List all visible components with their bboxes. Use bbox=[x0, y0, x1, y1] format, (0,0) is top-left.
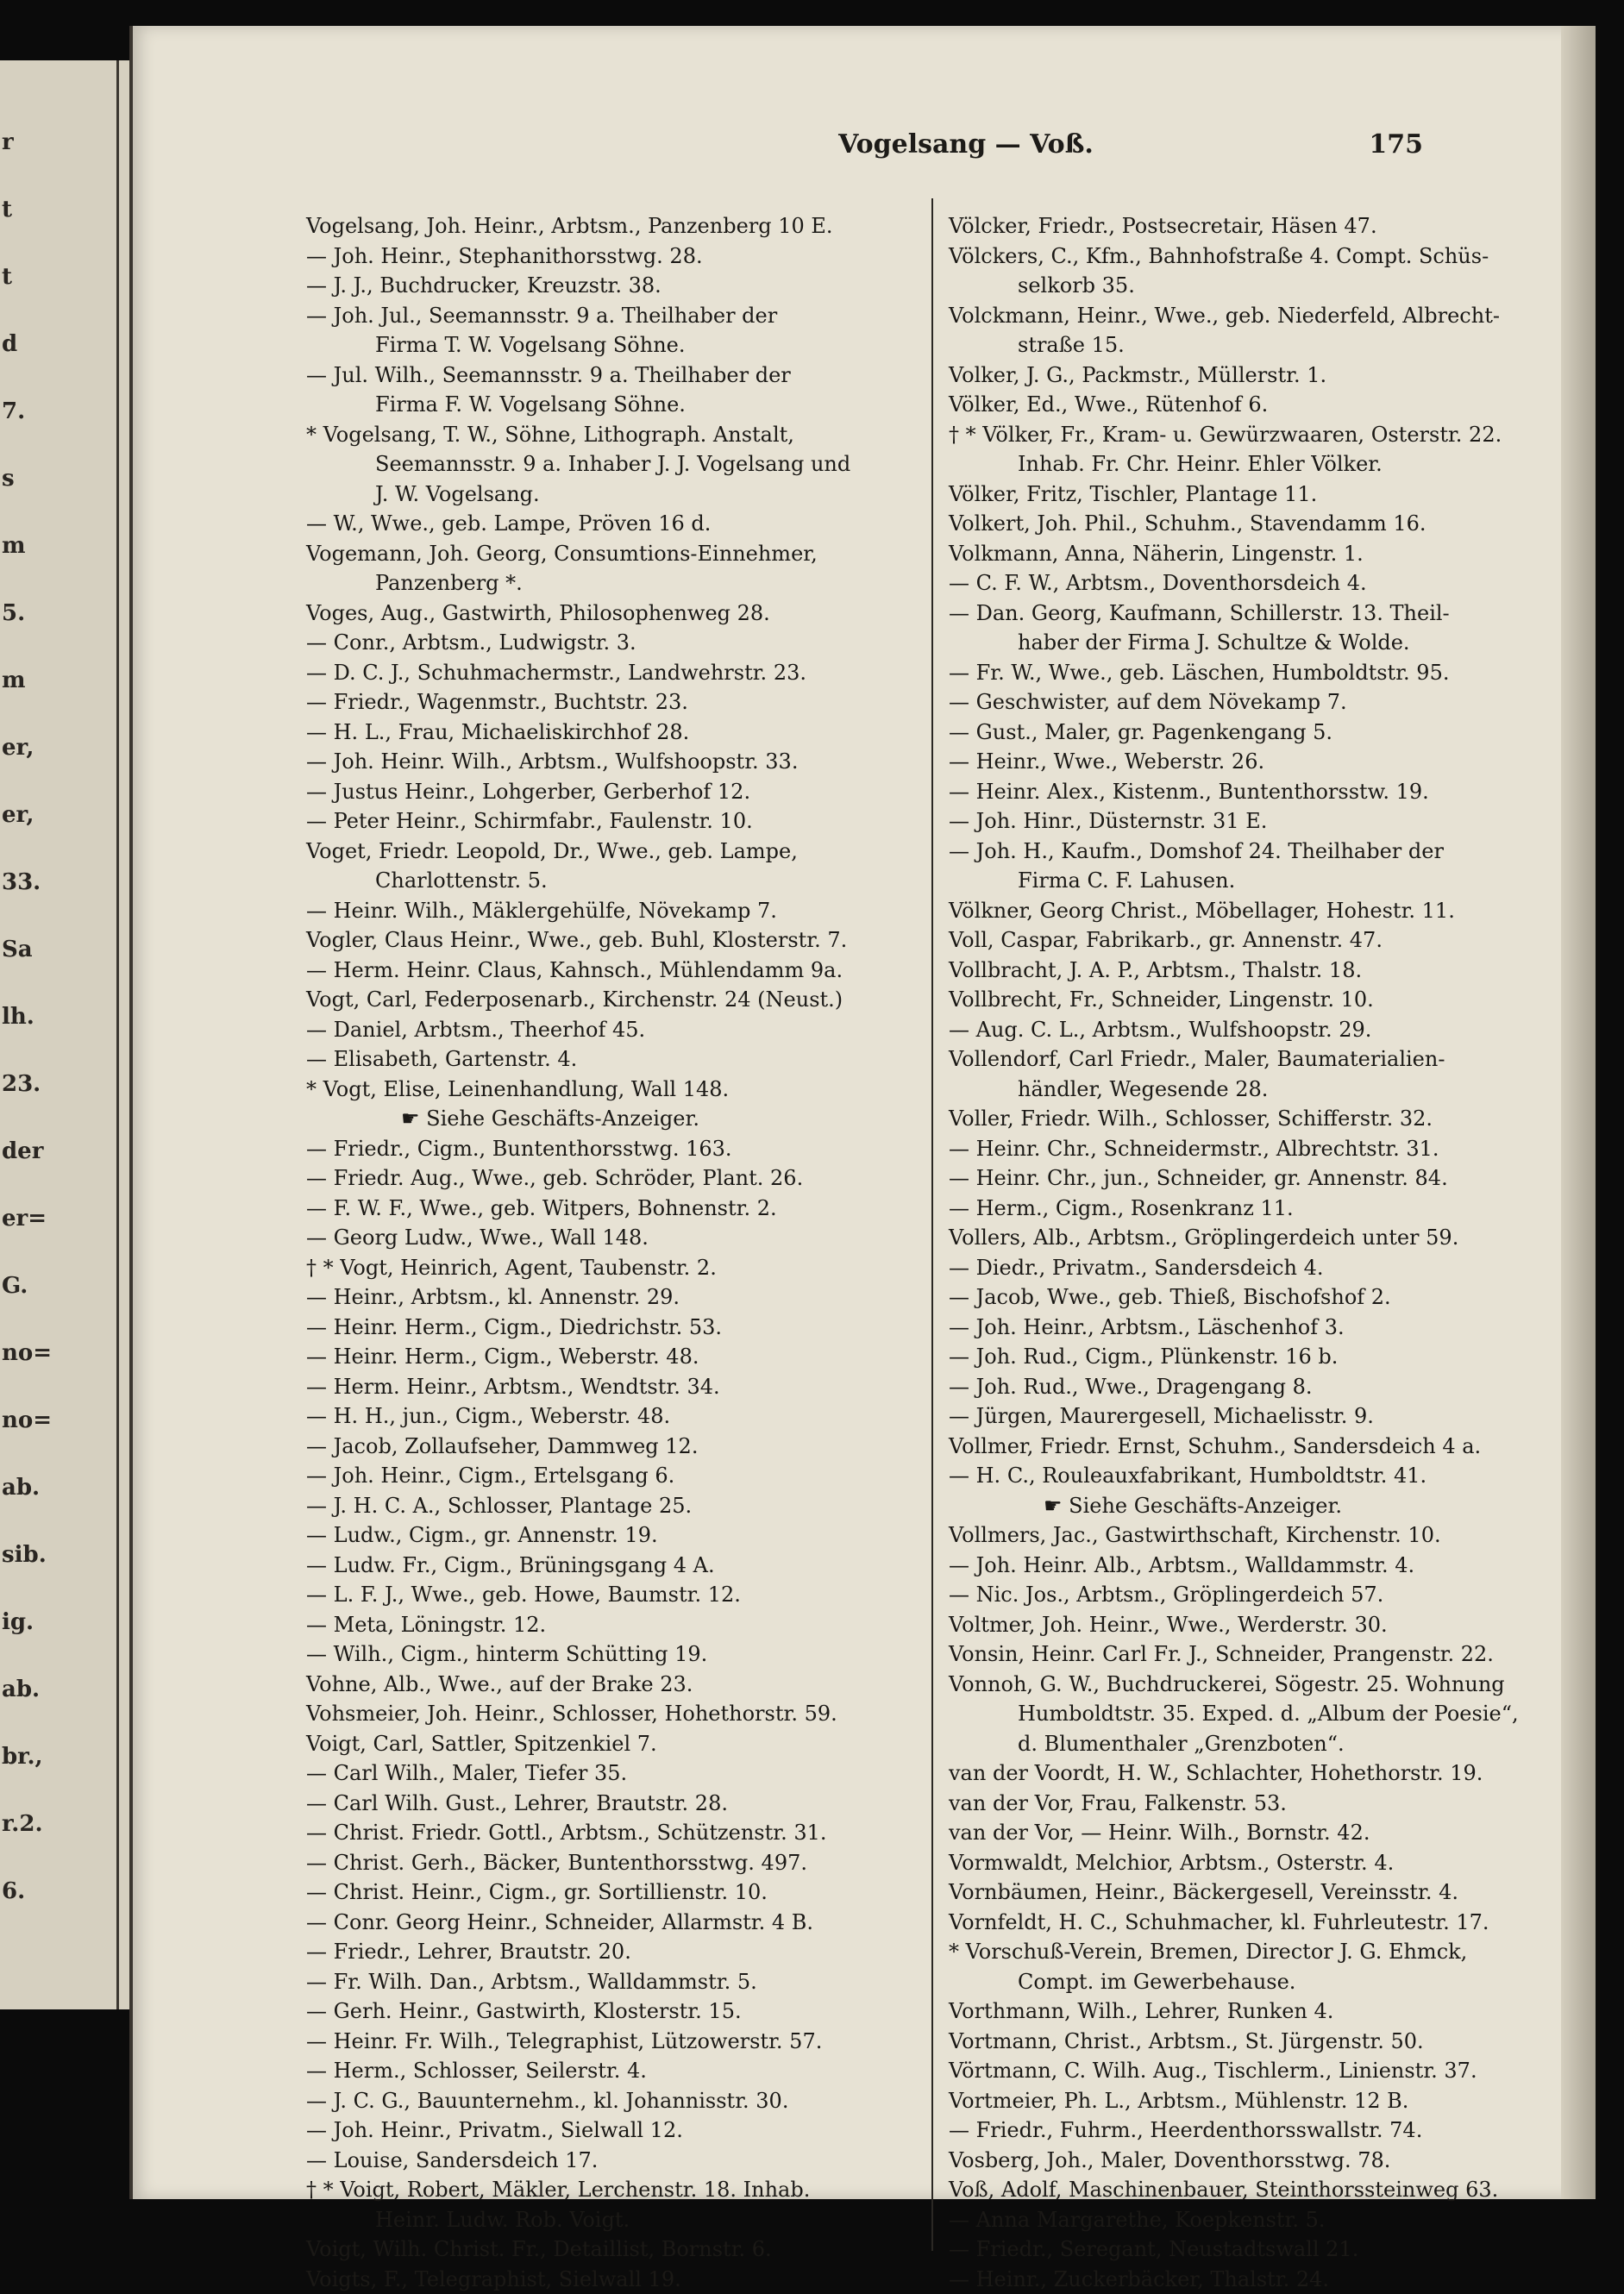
directory-entry: Volkert, Joh. Phil., Schuhm., Stavendamm 16. bbox=[949, 509, 1604, 539]
directory-entry: — Christ. Friedr. Gottl., Arbtsm., Schützenstr. 31. bbox=[306, 1818, 979, 1848]
directory-entry: Volker, J. G., Packmstr., Müllerstr. 1. bbox=[949, 360, 1604, 391]
previous-page-fragment: r.2. bbox=[2, 1811, 43, 1837]
directory-entry: — Joh. Rud., Wwe., Dragengang 8. bbox=[949, 1372, 1604, 1402]
directory-entry: Völckers, C., Kfm., Bahnhofstraße 4. Compt. Schüs- bbox=[949, 241, 1604, 272]
previous-page-rule bbox=[116, 60, 119, 2009]
directory-entry: — Ludw. Fr., Cigm., Brüningsgang 4 A. bbox=[306, 1551, 979, 1581]
directory-entry: Vogler, Claus Heinr., Wwe., geb. Buhl, Klosterstr. 7. bbox=[306, 925, 979, 956]
directory-entry: straße 15. bbox=[949, 330, 1604, 360]
directory-entry: — J. J., Buchdrucker, Kreuzstr. 38. bbox=[306, 271, 979, 301]
directory-entry: — Justus Heinr., Lohgerber, Gerberhof 12. bbox=[306, 777, 979, 807]
directory-entry: — Heinr., Zuckerbäcker, Thalstr. 24. bbox=[949, 2265, 1604, 2294]
directory-entry: van der Vor, — Heinr. Wilh., Bornstr. 42. bbox=[949, 1818, 1604, 1848]
directory-entry: Seemannsstr. 9 a. Inhaber J. J. Vogelsang und bbox=[306, 449, 979, 479]
directory-entry: — Friedr., Wagenmstr., Buchtstr. 23. bbox=[306, 687, 979, 718]
directory-entry: — Joh. Heinr., Arbtsm., Läschenhof 3. bbox=[949, 1313, 1604, 1343]
directory-entry: Vollmers, Jac., Gastwirthschaft, Kirchenstr. 10. bbox=[949, 1520, 1604, 1551]
directory-entry: Voget, Friedr. Leopold, Dr., Wwe., geb. Lampe, bbox=[306, 837, 979, 867]
directory-entry: — Friedr. Aug., Wwe., geb. Schröder, Plant. 26. bbox=[306, 1163, 979, 1194]
directory-entry: — Joh. Heinr. Wilh., Arbtsm., Wulfshoopstr. 33. bbox=[306, 747, 979, 777]
directory-entry: Vohne, Alb., Wwe., auf der Brake 23. bbox=[306, 1670, 979, 1700]
directory-entry: — Joh. Rud., Cigm., Plünkenstr. 16 b. bbox=[949, 1342, 1604, 1372]
directory-entry: Vormwaldt, Melchior, Arbtsm., Osterstr. 4. bbox=[949, 1848, 1604, 1878]
previous-page-fragment: G. bbox=[2, 1273, 28, 1299]
directory-entry: — Heinr. Alex., Kistenm., Buntenthorsstw. 19. bbox=[949, 777, 1604, 807]
directory-entry: — Herm., Schlosser, Seilerstr. 4. bbox=[306, 2056, 979, 2086]
directory-entry: — H. C., Rouleauxfabrikant, Humboldtstr. 41. bbox=[949, 1461, 1604, 1491]
directory-entry: — Friedr., Lehrer, Brautstr. 20. bbox=[306, 1937, 979, 1967]
directory-entry: Vosberg, Joh., Maler, Doventhorsstwg. 78. bbox=[949, 2146, 1604, 2176]
previous-page-fragment: ig. bbox=[2, 1609, 34, 1635]
directory-entry: — Jacob, Zollaufseher, Dammweg 12. bbox=[306, 1432, 979, 1462]
directory-entry: — Herm. Heinr., Arbtsm., Wendtstr. 34. bbox=[306, 1372, 979, 1402]
directory-entry: † * Vogt, Heinrich, Agent, Taubenstr. 2. bbox=[306, 1253, 979, 1283]
directory-entry: Vogt, Carl, Federposenarb., Kirchenstr. 24 (Neust.) bbox=[306, 985, 979, 1015]
directory-entry: — Aug. C. L., Arbtsm., Wulfshoopstr. 29. bbox=[949, 1015, 1604, 1045]
directory-entry: Vortmeier, Ph. L., Arbtsm., Mühlenstr. 12 B. bbox=[949, 2086, 1604, 2116]
directory-entry: — Friedr., Seregant, Neustadtswall 21. bbox=[949, 2234, 1604, 2265]
directory-entry: — Heinr. Herm., Cigm., Diedrichstr. 53. bbox=[306, 1313, 979, 1343]
directory-entry: händler, Wegesende 28. bbox=[949, 1075, 1604, 1105]
directory-entry: — W., Wwe., geb. Lampe, Pröven 16 d. bbox=[306, 509, 979, 539]
directory-entry: — Heinr. Herm., Cigm., Weberstr. 48. bbox=[306, 1342, 979, 1372]
directory-entry: — Joh. Jul., Seemannsstr. 9 a. Theilhaber der bbox=[306, 301, 979, 331]
directory-entry: — Elisabeth, Gartenstr. 4. bbox=[306, 1044, 979, 1075]
directory-entry: † * Völker, Fr., Kram- u. Gewürzwaaren, Osterstr. 22. bbox=[949, 420, 1604, 450]
previous-page-fragment: 5. bbox=[2, 600, 25, 626]
directory-entry: J. W. Vogelsang. bbox=[306, 479, 979, 510]
directory-entry: — Gust., Maler, gr. Pagenkengang 5. bbox=[949, 718, 1604, 748]
directory-entry: Firma F. W. Vogelsang Söhne. bbox=[306, 390, 979, 420]
directory-entry: Völkner, Georg Christ., Möbellager, Hohestr. 11. bbox=[949, 896, 1604, 926]
directory-entry: selkorb 35. bbox=[949, 271, 1604, 301]
directory-entry: — Jacob, Wwe., geb. Thieß, Bischofshof 2. bbox=[949, 1282, 1604, 1313]
directory-entry: — Meta, Löningstr. 12. bbox=[306, 1610, 979, 1640]
previous-page-fragment: 6. bbox=[2, 1878, 25, 1904]
directory-entry: — Herm. Heinr. Claus, Kahnsch., Mühlendamm 9a. bbox=[306, 956, 979, 986]
directory-entry: — Friedr., Cigm., Buntenthorsstwg. 163. bbox=[306, 1134, 979, 1164]
running-header: Vogelsang — Voß. bbox=[681, 129, 1251, 160]
directory-entry: — Nic. Jos., Arbtsm., Gröplingerdeich 57. bbox=[949, 1580, 1604, 1610]
directory-entry: — H. L., Frau, Michaeliskirchhof 28. bbox=[306, 718, 979, 748]
directory-entry: Volckmann, Heinr., Wwe., geb. Niederfeld, Albrecht- bbox=[949, 301, 1604, 331]
directory-entry: — Joh. H., Kaufm., Domshof 24. Theilhaber der bbox=[949, 837, 1604, 867]
previous-page-fragment: m bbox=[2, 533, 26, 559]
directory-entry: — Heinr. Chr., jun., Schneider, gr. Annenstr. 84. bbox=[949, 1163, 1604, 1194]
directory-entry: Vonsin, Heinr. Carl Fr. J., Schneider, Prangenstr. 22. bbox=[949, 1639, 1604, 1670]
directory-entry: Voigt, Carl, Sattler, Spitzenkiel 7. bbox=[306, 1729, 979, 1759]
previous-page-fragment: sib. bbox=[2, 1542, 47, 1568]
directory-entry: — Carl Wilh., Maler, Tiefer 35. bbox=[306, 1758, 979, 1789]
directory-entry: — Carl Wilh. Gust., Lehrer, Brautstr. 28. bbox=[306, 1789, 979, 1819]
directory-entry: Vollbracht, J. A. P., Arbtsm., Thalstr. 18. bbox=[949, 956, 1604, 986]
directory-entry: Voigts, F., Telegraphist, Sielwall 19. bbox=[306, 2265, 979, 2294]
directory-entry: Voß, Adolf, Maschinenbauer, Steinthorssteinweg 63. bbox=[949, 2175, 1604, 2205]
directory-entry: Panzenberg *. bbox=[306, 568, 979, 599]
directory-entry: Völcker, Friedr., Postsecretair, Häsen 47. bbox=[949, 211, 1604, 241]
previous-page-fragment: no= bbox=[2, 1340, 52, 1366]
directory-entry: — Heinr. Fr. Wilh., Telegraphist, Lützowerstr. 57. bbox=[306, 2027, 979, 2057]
directory-entry: — Louise, Sandersdeich 17. bbox=[306, 2146, 979, 2176]
directory-entry: Völker, Ed., Wwe., Rütenhof 6. bbox=[949, 390, 1604, 420]
directory-entry: — Dan. Georg, Kaufmann, Schillerstr. 13. Theil- bbox=[949, 599, 1604, 629]
directory-entry: — C. F. W., Arbtsm., Doventhorsdeich 4. bbox=[949, 568, 1604, 599]
directory-entry: † * Voigt, Robert, Mäkler, Lerchenstr. 18. Inhab. bbox=[306, 2175, 979, 2205]
directory-entry: * Vorschuß-Verein, Bremen, Director J. G. Ehmck, bbox=[949, 1937, 1604, 1967]
directory-entry: Vollers, Alb., Arbtsm., Gröplingerdeich unter 59. bbox=[949, 1223, 1604, 1253]
directory-entry: — Heinr., Wwe., Weberstr. 26. bbox=[949, 747, 1604, 777]
directory-entry: Charlottenstr. 5. bbox=[306, 866, 979, 896]
previous-page-edge bbox=[0, 60, 129, 2009]
previous-page-fragment: d bbox=[2, 331, 17, 357]
previous-page-fragment: er, bbox=[2, 802, 34, 828]
directory-entry: * Vogt, Elise, Leinenhandlung, Wall 148. bbox=[306, 1075, 979, 1105]
directory-entry: — Fr. W., Wwe., geb. Läschen, Humboldtstr. 95. bbox=[949, 658, 1604, 688]
directory-entry: * Vogelsang, T. W., Söhne, Lithograph. Anstalt, bbox=[306, 420, 979, 450]
directory-entry: — Daniel, Arbtsm., Theerhof 45. bbox=[306, 1015, 979, 1045]
directory-entry: van der Voordt, H. W., Schlachter, Hohethorstr. 19. bbox=[949, 1758, 1604, 1789]
directory-entry: Vortmann, Christ., Arbtsm., St. Jürgenstr. 50. bbox=[949, 2027, 1604, 2057]
directory-entry: — Joh. Hinr., Düsternstr. 31 E. bbox=[949, 806, 1604, 837]
directory-entry: Vollmer, Friedr. Ernst, Schuhm., Sandersdeich 4 a. bbox=[949, 1432, 1604, 1462]
directory-entry: — Fr. Wilh. Dan., Arbtsm., Walldammstr. 5. bbox=[306, 1967, 979, 1997]
directory-entry: Vornfeldt, H. C., Schuhmacher, kl. Fuhrleutestr. 17. bbox=[949, 1908, 1604, 1938]
directory-entry: — Christ. Heinr., Cigm., gr. Sortillienstr. 10. bbox=[306, 1877, 979, 1908]
directory-entry: Voges, Aug., Gastwirth, Philosophenweg 28. bbox=[306, 599, 979, 629]
directory-entry: ☛ Siehe Geschäfts-Anzeiger. bbox=[306, 1104, 979, 1134]
directory-entry: — Diedr., Privatm., Sandersdeich 4. bbox=[949, 1253, 1604, 1283]
left-column bbox=[306, 211, 979, 2294]
page-number: 175 bbox=[1369, 129, 1423, 160]
previous-page-fragment: Sa bbox=[2, 937, 33, 962]
right-column bbox=[949, 211, 1604, 2294]
directory-entry: Vollendorf, Carl Friedr., Maler, Baumaterialien- bbox=[949, 1044, 1604, 1075]
directory-entry: — L. F. J., Wwe., geb. Howe, Baumstr. 12. bbox=[306, 1580, 979, 1610]
directory-entry: — Christ. Gerh., Bäcker, Buntenthorsstwg. 497. bbox=[306, 1848, 979, 1878]
previous-page-fragment: er= bbox=[2, 1206, 47, 1232]
directory-entry: Compt. im Gewerbehause. bbox=[949, 1967, 1604, 1997]
directory-entry: — H. H., jun., Cigm., Weberstr. 48. bbox=[306, 1401, 979, 1432]
directory-entry: — Joh. Heinr., Privatm., Sielwall 12. bbox=[306, 2115, 979, 2146]
directory-entry: — Geschwister, auf dem Növekamp 7. bbox=[949, 687, 1604, 718]
previous-page-fragment: r bbox=[2, 129, 14, 155]
previous-page-fragment: ab. bbox=[2, 1677, 40, 1702]
directory-entry: — Conr. Georg Heinr., Schneider, Allarmstr. 4 B. bbox=[306, 1908, 979, 1938]
previous-page-fragment: br., bbox=[2, 1744, 43, 1770]
directory-entry: Humboldtstr. 35. Exped. d. „Album der Poesie“, bbox=[949, 1699, 1604, 1729]
directory-entry: — Heinr., Arbtsm., kl. Annenstr. 29. bbox=[306, 1282, 979, 1313]
directory-entry: — J. C. G., Bauunternehm., kl. Johannisstr. 30. bbox=[306, 2086, 979, 2116]
directory-entry: Voigt, Wilh. Christ. Fr., Detaillist, Bornstr. 6. bbox=[306, 2234, 979, 2265]
page-left-rule bbox=[129, 26, 133, 2199]
directory-entry: Voll, Caspar, Fabrikarb., gr. Annenstr. 47. bbox=[949, 925, 1604, 956]
directory-entry: Völker, Fritz, Tischler, Plantage 11. bbox=[949, 479, 1604, 510]
directory-entry: — Gerh. Heinr., Gastwirth, Klosterstr. 15. bbox=[306, 1996, 979, 2027]
directory-page bbox=[129, 26, 1596, 2199]
directory-entry: Heinr. Ludw. Rob. Voigt. bbox=[306, 2205, 979, 2235]
previous-page-fragment: 7. bbox=[2, 398, 25, 424]
directory-entry: Vogemann, Joh. Georg, Consumtions-Einnehmer, bbox=[306, 539, 979, 569]
previous-page-fragment: der bbox=[2, 1138, 43, 1164]
directory-entry: Vornbäumen, Heinr., Bäckergesell, Vereinsstr. 4. bbox=[949, 1877, 1604, 1908]
directory-entry: van der Vor, Frau, Falkenstr. 53. bbox=[949, 1789, 1604, 1819]
previous-page-fragment: t bbox=[2, 197, 12, 223]
directory-entry: — Ludw., Cigm., gr. Annenstr. 19. bbox=[306, 1520, 979, 1551]
directory-entry: — Wilh., Cigm., hinterm Schütting 19. bbox=[306, 1639, 979, 1670]
directory-entry: Volkmann, Anna, Näherin, Lingenstr. 1. bbox=[949, 539, 1604, 569]
directory-entry: — Anna Margarethe, Koepkenstr. 5. bbox=[949, 2205, 1604, 2235]
directory-entry: Inhab. Fr. Chr. Heinr. Ehler Völker. bbox=[949, 449, 1604, 479]
previous-page-fragment: 23. bbox=[2, 1071, 41, 1097]
directory-entry: — Jürgen, Maurergesell, Michaelisstr. 9. bbox=[949, 1401, 1604, 1432]
directory-entry: Firma C. F. Lahusen. bbox=[949, 866, 1604, 896]
directory-entry: — Georg Ludw., Wwe., Wall 148. bbox=[306, 1223, 979, 1253]
directory-entry: Vorthmann, Wilh., Lehrer, Runken 4. bbox=[949, 1996, 1604, 2027]
previous-page-fragment: 33. bbox=[2, 869, 41, 895]
directory-entry: — Joh. Heinr., Stephanithorsstwg. 28. bbox=[306, 241, 979, 272]
directory-entry: ☛ Siehe Geschäfts-Anzeiger. bbox=[949, 1491, 1604, 1521]
previous-page-fragment: s bbox=[2, 466, 15, 492]
directory-entry: — J. H. C. A., Schlosser, Plantage 25. bbox=[306, 1491, 979, 1521]
previous-page-fragment: ab. bbox=[2, 1475, 40, 1501]
directory-entry: — Joh. Heinr. Alb., Arbtsm., Walldammstr. 4. bbox=[949, 1551, 1604, 1581]
directory-entry: — Heinr. Chr., Schneidermstr., Albrechtstr. 31. bbox=[949, 1134, 1604, 1164]
directory-entry: — Peter Heinr., Schirmfabr., Faulenstr. 10. bbox=[306, 806, 979, 837]
directory-entry: — Herm., Cigm., Rosenkranz 11. bbox=[949, 1194, 1604, 1224]
directory-entry: — D. C. J., Schuhmachermstr., Landwehrstr. 23. bbox=[306, 658, 979, 688]
directory-entry: — Heinr. Wilh., Mäklergehülfe, Növekamp 7. bbox=[306, 896, 979, 926]
directory-entry: haber der Firma J. Schultze & Wolde. bbox=[949, 628, 1604, 658]
directory-entry: — F. W. F., Wwe., geb. Witpers, Bohnenstr. 2. bbox=[306, 1194, 979, 1224]
directory-entry: — Joh. Heinr., Cigm., Ertelsgang 6. bbox=[306, 1461, 979, 1491]
directory-entry: — Friedr., Fuhrm., Heerdenthorsswallstr. 74. bbox=[949, 2115, 1604, 2146]
directory-entry: Voller, Friedr. Wilh., Schlosser, Schifferstr. 32. bbox=[949, 1104, 1604, 1134]
previous-page-fragment: lh. bbox=[2, 1004, 34, 1030]
previous-page-fragment: no= bbox=[2, 1407, 52, 1433]
previous-page-fragment: t bbox=[2, 264, 12, 290]
directory-entry: Vonnoh, G. W., Buchdruckerei, Sögestr. 25. Wohnung bbox=[949, 1670, 1604, 1700]
directory-entry: Vogelsang, Joh. Heinr., Arbtsm., Panzenberg 10 E. bbox=[306, 211, 979, 241]
previous-page-fragment: er, bbox=[2, 735, 34, 761]
directory-entry: Vohsmeier, Joh. Heinr., Schlosser, Hohethorstr. 59. bbox=[306, 1699, 979, 1729]
directory-entry: d. Blumenthaler „Grenzboten“. bbox=[949, 1729, 1604, 1759]
directory-entry: Vollbrecht, Fr., Schneider, Lingenstr. 10. bbox=[949, 985, 1604, 1015]
directory-entry: — Conr., Arbtsm., Ludwigstr. 3. bbox=[306, 628, 979, 658]
directory-entry: — Jul. Wilh., Seemannsstr. 9 a. Theilhaber der bbox=[306, 360, 979, 391]
previous-page-fragment: m bbox=[2, 668, 26, 693]
directory-entry: Vörtmann, C. Wilh. Aug., Tischlerm., Linienstr. 37. bbox=[949, 2056, 1604, 2086]
directory-entry: Firma T. W. Vogelsang Söhne. bbox=[306, 330, 979, 360]
directory-entry: Voltmer, Joh. Heinr., Wwe., Werderstr. 30. bbox=[949, 1610, 1604, 1640]
